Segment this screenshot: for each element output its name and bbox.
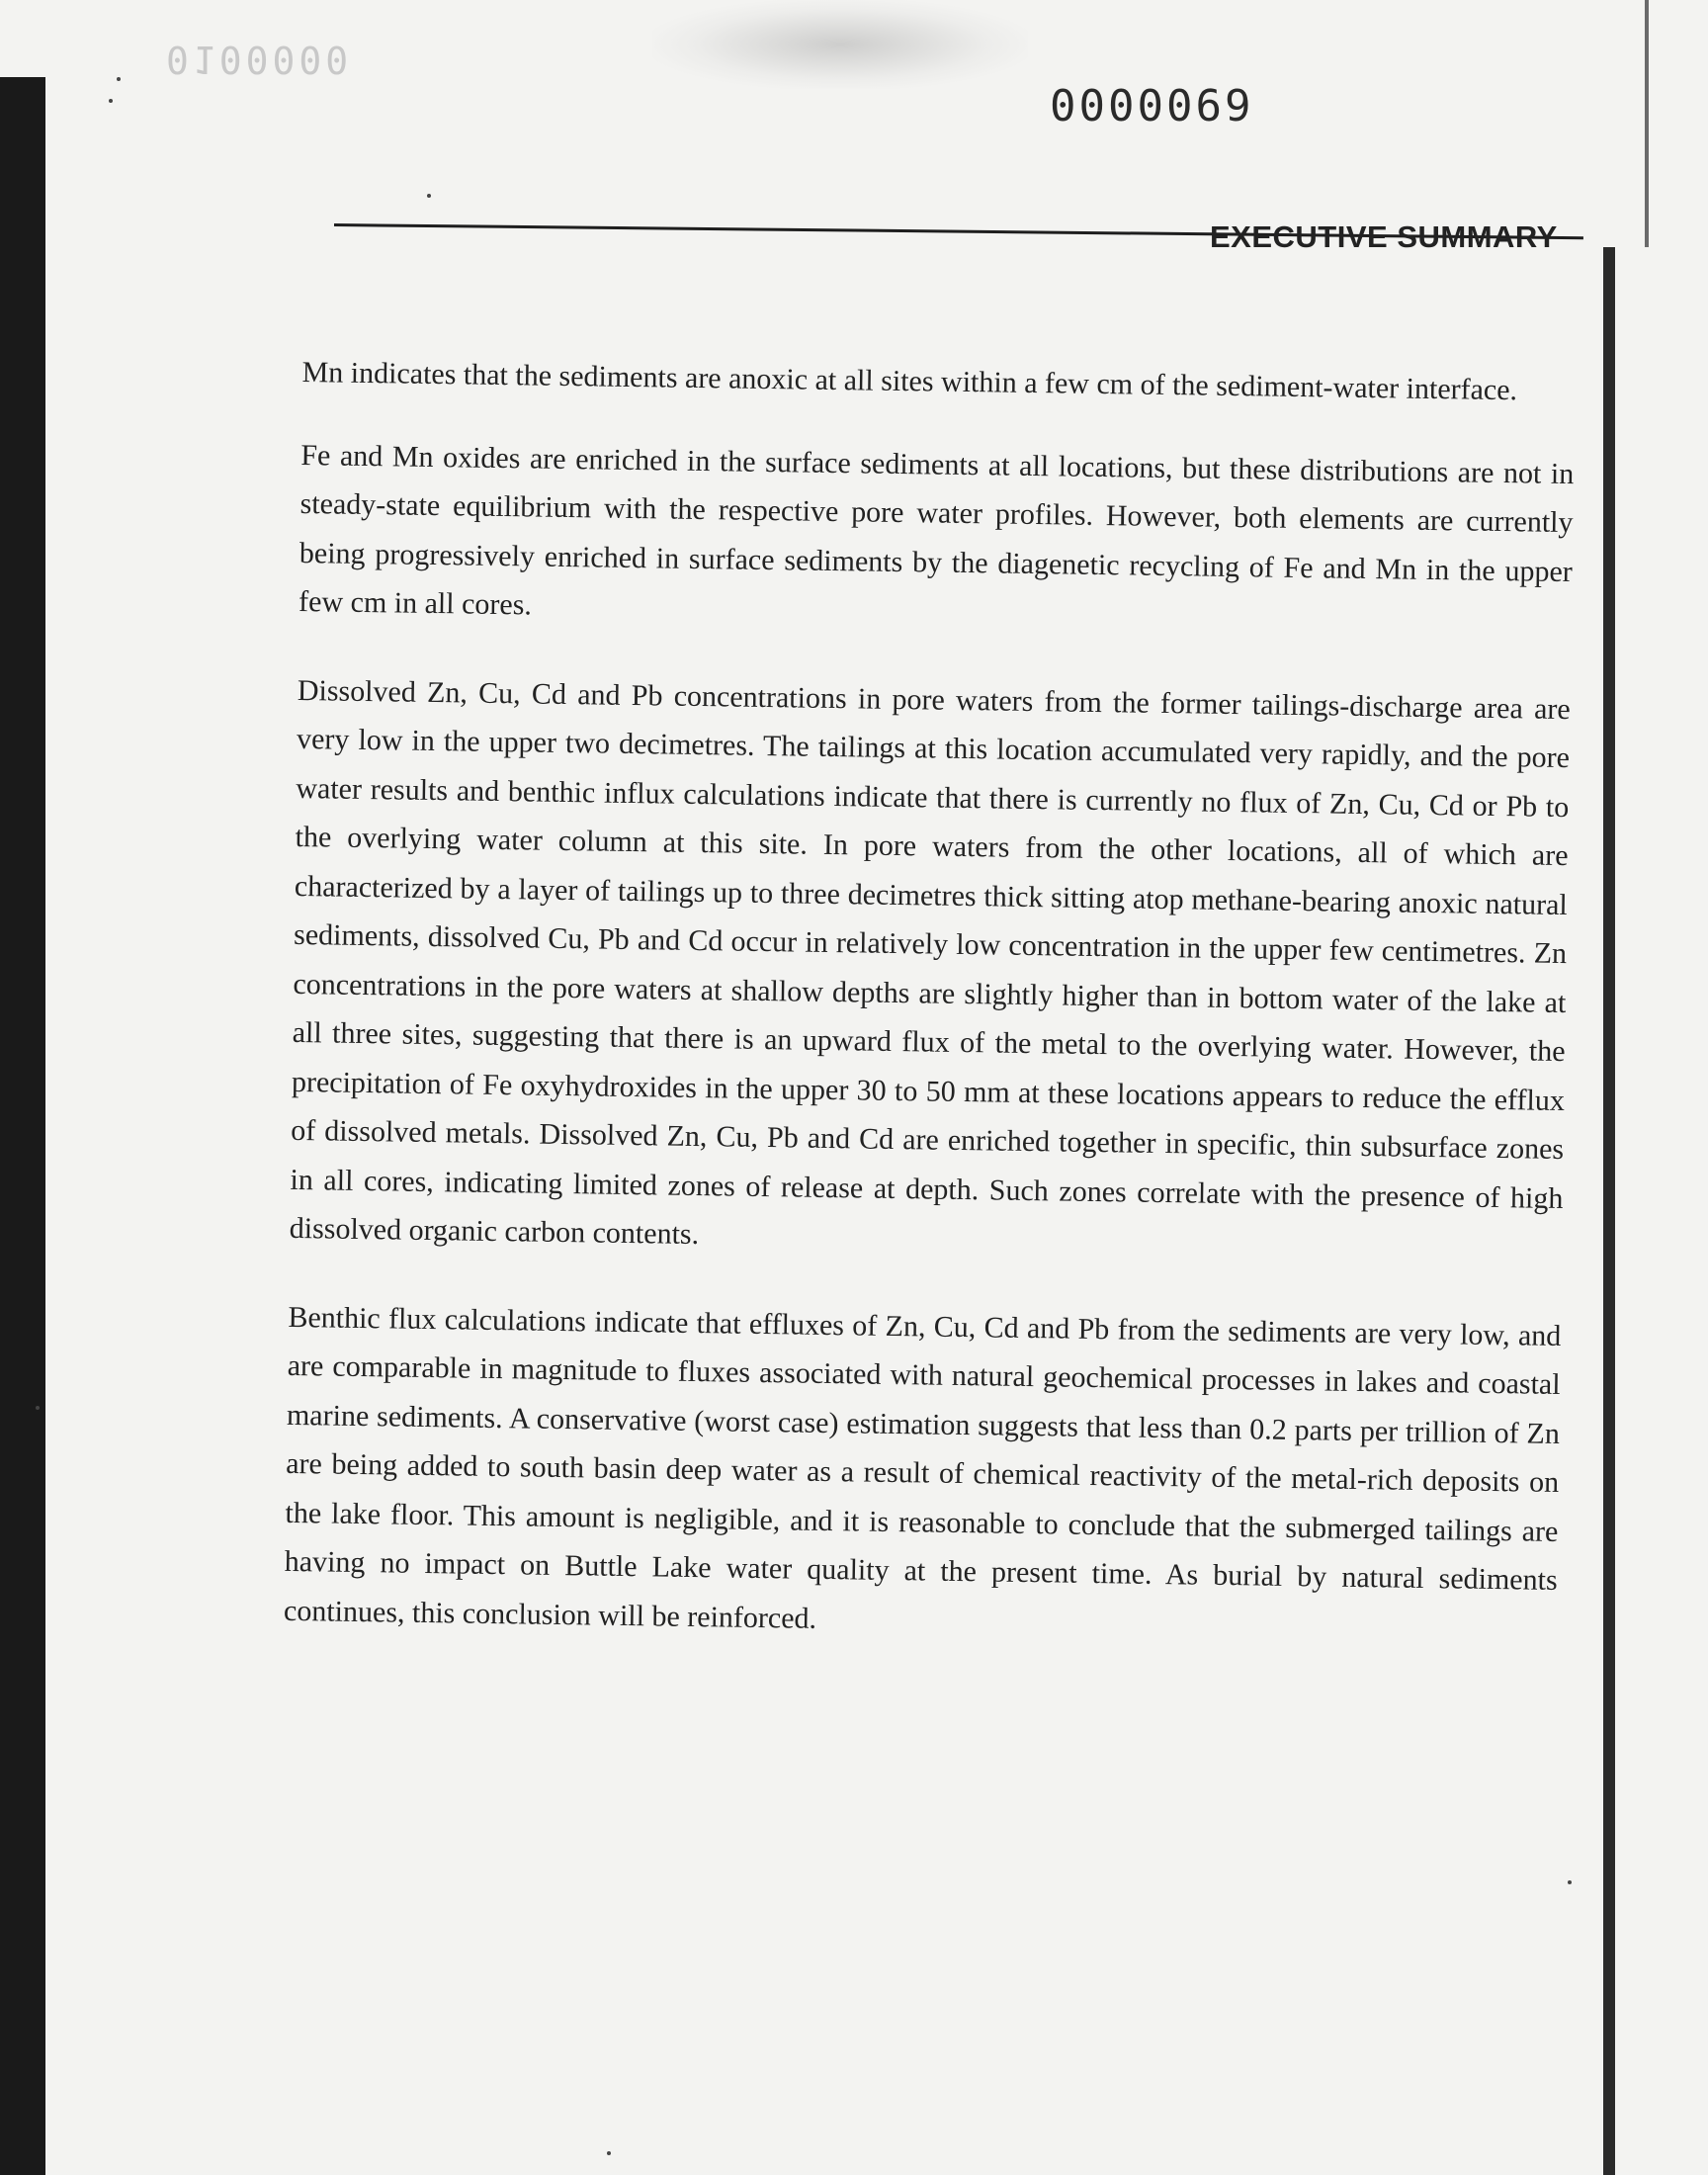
scan-right-edge-top [1645, 0, 1649, 247]
scan-speck [109, 99, 113, 103]
scan-speck [607, 2151, 611, 2155]
paragraph: Mn indicates that the sediments are anoxic at all sites within a few cm of the sediment-water interface. [301, 355, 1518, 407]
section-title: EXECUTIVE SUMMARY [1210, 219, 1558, 254]
scan-speck [36, 1406, 40, 1410]
scan-speck [427, 194, 431, 198]
scan-left-border [0, 77, 45, 2175]
scan-speck [1568, 1880, 1572, 1884]
paragraph: Dissolved Zn, Cu, Cd and Pb concentrations in pore waters from the former tailings-discharge area are very low in the upper two decimetres. The tailings at this location accumulated very rapidly, and the pore water results and benthic influx calculations indicate that there is currently no flux of Zn, Cu, Cd or Pb to the overlying water column at this site. In pore waters from the other locations, all of which are characterized by a layer of tailings up to three decimetres thick sitting atop methane-bearing anoxic natural sediments, dissolved Cu, Pb and Cd occur in relatively low concentration in the upper few centimetres. Zn concentrations in the pore waters at shallow depths are slightly higher than in bottom water of the lake at all three sites, suggesting that there is an upward flux of the metal to the overlying water. However, the precipitation of Fe oxyhydroxides in the upper 30 to 50 mm at these locations appears to reduce the efflux of dissolved metals. Dissolved Zn, Cu, Pb and Cd are enriched together in specific, thin subsurface zones in all cores, indicating limited zones of release at depth. Such zones correlate with the presence of high dissolved organic carbon contents. [289, 673, 1571, 1252]
body-text [283, 348, 1576, 1694]
paragraph: Benthic flux calculations indicate that effluxes of Zn, Cu, Cd and Pb from the sediments are very low, and are comparable in magnitude to fluxes associated with natural geochemical processes in lakes and coastal marine sediments. A conservative (worst case) estimation suggests that less than 0.2 parts per trillion of Zn are being added to south basin deep water as a result of chemical reactivity of the metal-rich deposits on the lake floor. This amount is negligible, and it is reasonable to conclude that the submerged tailings are having no impact on Buttle Lake water quality at the present time. As burial by natural sediments continues, this conclusion will be reinforced. [283, 1300, 1562, 1635]
document-number: 0000069 [1050, 81, 1254, 131]
bleed-through-number: 0100000 [166, 38, 353, 81]
scan-right-edge [1603, 247, 1615, 2175]
scan-speck [117, 77, 121, 81]
paragraph: Fe and Mn oxides are enriched in the surface sediments at all locations, but these distributions are not in steady-state equilibrium with the respective pore water profiles. However, both elements are currently being progressively enriched in surface sediments by the diagenetic recycling of Fe and Mn in the upper few cm in all cores. [298, 438, 1575, 622]
scan-smudge [652, 0, 1028, 89]
